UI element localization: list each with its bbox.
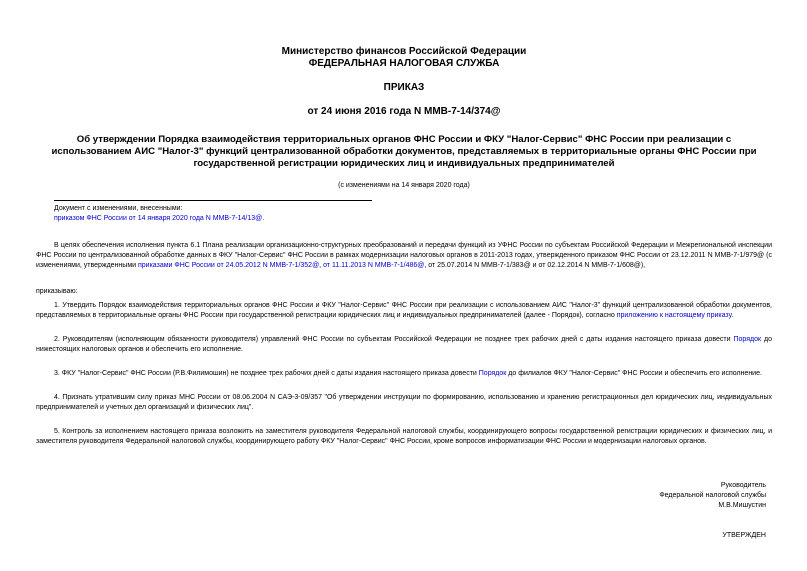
approved-label: УТВЕРЖДЕН [722,532,766,539]
item-5 [36,427,772,447]
ministry-name: Министерство финансов Российской Федерации [281,46,527,57]
item-3-end: до филиалов ФКУ "Налог-Сервис" ФНС России и обеспечить его исполнение. [506,370,762,377]
item-3 [36,369,772,379]
intro-part1: В целях обеспечения исполнения пункта 6.1 Плана реализации организационно-структурных преобразований и передачи функций из УФНС России по субъектам Российской Федерации и Межрегиональной инспекции ФНС России по централизованной обработке данных в ФКУ "Налог-Сервис" ФНС России в рамках модернизации налоговых органов в 2011-2013 годах, утвержденного приказом ФНС России от 23.12.2011 N ММВ-7-1/979@ (с изменениями, утвержденными [36,242,772,269]
amendments-note-text: Документ с изменениями, внесенными: [54,205,183,212]
doc-type: ПРИКАЗ [383,82,425,93]
item-4-text: 4. Признать утратившим силу приказ МНС России от 08.06.2004 N САЭ-3-09/357 "Об утверждении инструкции по формированию, использованию и хранению регистрационных дел юридических лиц, индивидуальных предпринимателей и учетных дел организаций и физических лиц". [36,394,772,411]
item-2-text: 2. Руководителям (исполняющим обязанности руководителя) управлений ФНС России по субъектам Российской Федерации не позднее трех рабочих дней с даты издания настоящего приказа довести [54,336,734,343]
intro-paragraph [36,241,772,271]
item-1-text: 1. Утвердить Порядок взаимодействия территориальных органов ФНС России и ФКУ "Налог-Сервис" ФНС России при реализации с использованием АИС "Налог-3" функций централизованной обработки документов, представляемых в территориальные органы ФНС России при государственной регистрации юридических лиц и индивидуальных предпринимателей (далее - Порядок), согласно [36,302,772,319]
order-date-number: от 24 июня 2016 года N ММВ-7-14/374@ [307,106,501,117]
item-5-text: 5. Контроль за исполнением настоящего приказа возложить на заместителя руководителя Федеральной налоговой службы, координирующего вопросы государственной регистрации юридических и физических лиц, и заместителя руководителя Федеральной налоговой службы, координирующего работу ФКУ "Налог-Сервис" ФНС России, кроме вопросов информатизации ФНС России и модернизации налоговых органов. [36,428,772,445]
signature-name: М.В.Мишустин [718,502,766,509]
intro-link-2[interactable]: от 11.11.2013 N ММВ-7-1/486@ [323,262,425,269]
amendments-note-link[interactable]: приказом ФНС России от 14 января 2020 года N ММВ-7-14/13@. [54,215,265,222]
item-1-end: . [731,312,734,319]
item-2 [36,335,772,355]
intro-separator: , [319,262,324,269]
amendments-note [54,200,372,224]
intro-link-1[interactable]: приказами ФНС России от 24.05.2012 N ММВ-7-1/352@ [138,262,320,269]
amendments-line: (с изменениями на 14 января 2020 года) [338,182,470,189]
item-3-link[interactable]: Порядок [478,370,507,377]
document-subject: Об утверждении Порядка взаимодействия территориальных органов ФНС России и ФКУ "Налог-Сервис" ФНС России при реализации с использованием АИС "Налог-3" функций централизованной обработки документов, представляемых в территориальные органы ФНС России при государственной регистрации юридических лиц и индивидуальных предпринимателей [51,134,757,169]
document-page [36,0,772,541]
item-3-text: 3. ФКУ "Налог-Сервис" ФНС России (Р.В.Филимошин) не позднее трех рабочих дней с даты издания настоящего приказа довести [54,370,479,377]
signature-organization: Федеральной налоговой службы [659,492,766,499]
item-2-link[interactable]: Порядок [733,336,762,343]
item-1 [36,301,772,321]
signature-block [36,481,772,511]
item-1-link[interactable]: приложению к настоящему приказу [616,312,732,319]
signature-title: Руководитель [720,482,766,489]
item-2-end: до нижестоящих налоговых органов и обеспечить его исполнение. [36,336,772,353]
service-name: ФЕДЕРАЛЬНАЯ НАЛОГОВАЯ СЛУЖБА [308,58,500,69]
order-word: приказываю: [36,288,78,295]
intro-part2: , от 25.07.2014 N ММВ-7-1/383@ и от 02.12.2014 N ММВ-7-1/608@), [424,262,646,269]
item-4 [36,393,772,413]
